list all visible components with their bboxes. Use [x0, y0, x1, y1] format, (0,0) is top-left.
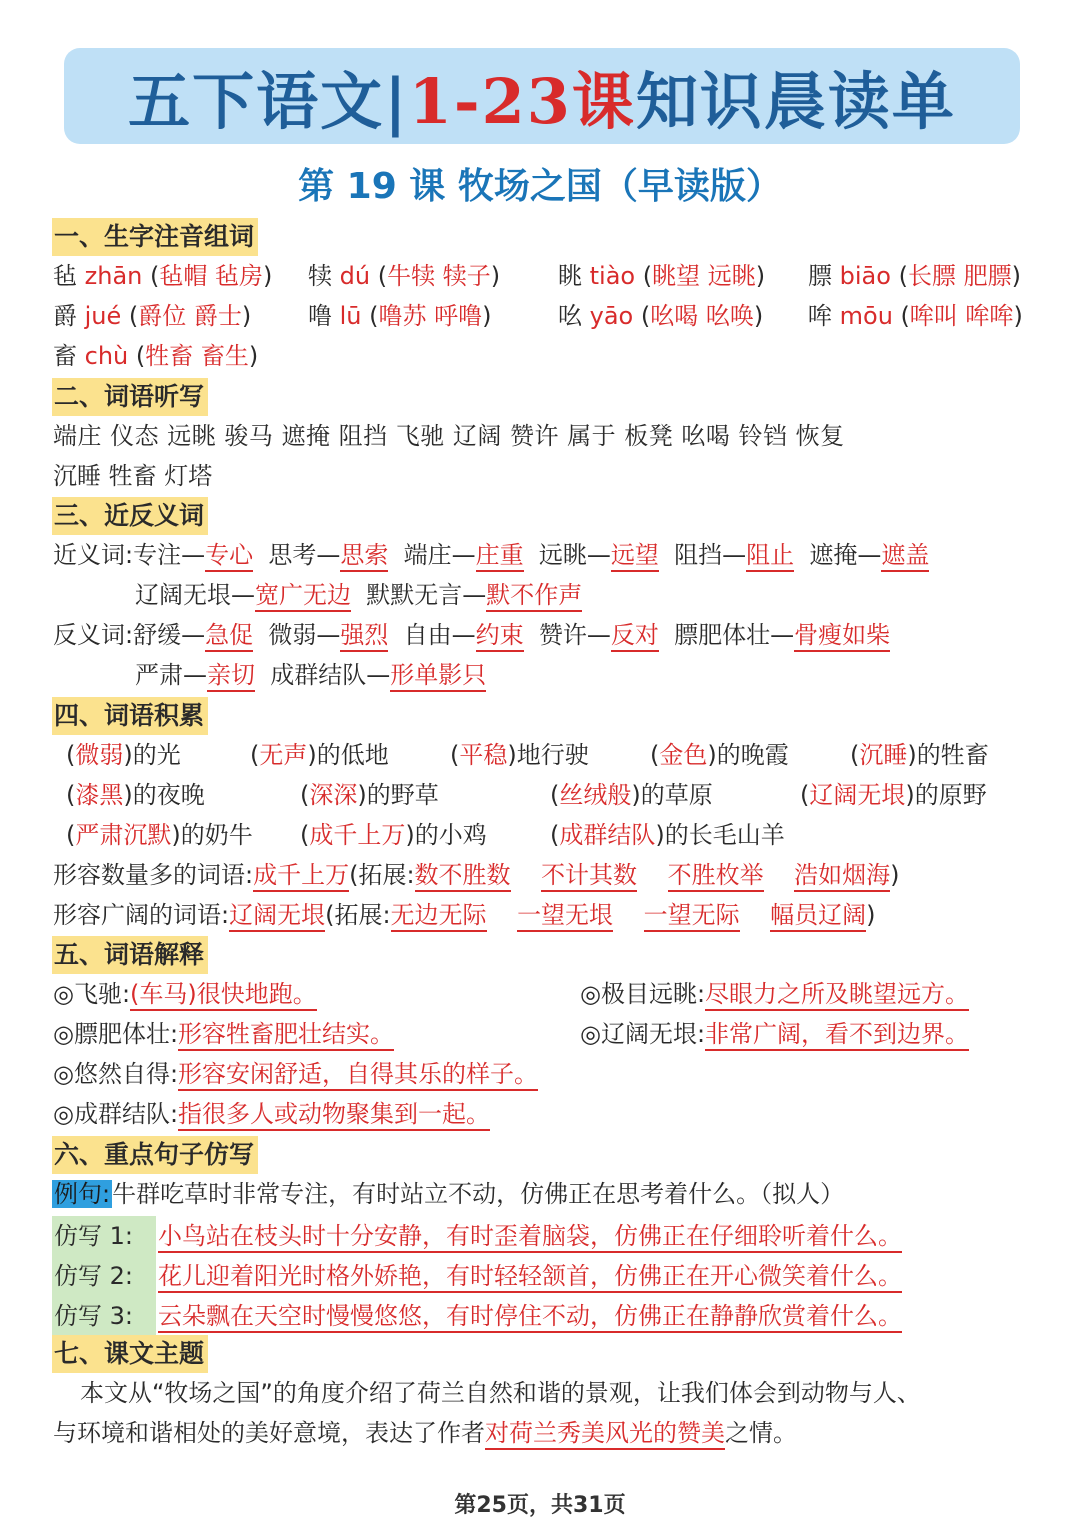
pair-answer: 约束 [476, 620, 524, 652]
space [435, 262, 443, 290]
char: 爵 [53, 302, 77, 330]
modifier: 金色 [659, 741, 708, 769]
accumulation-item [66, 737, 181, 773]
word: 吆喝 [650, 302, 699, 330]
pair-answer: 骨瘦如柴 [794, 620, 890, 652]
paren: ) [1013, 302, 1023, 330]
space [388, 621, 403, 649]
theme-text: 与环境和谐相处的美好意境，表达了作者 [53, 1419, 485, 1447]
paren: ) [631, 781, 641, 809]
pair-term: 阻挡— [674, 541, 747, 569]
pinyin: tiào [582, 262, 643, 290]
paren: ) [753, 302, 764, 330]
paren: ) [171, 821, 181, 849]
modifier: 成群结队 [559, 821, 656, 849]
imitation-label: 仿写 1: [52, 1216, 156, 1256]
imitation-label: 仿写 3: [52, 1296, 156, 1336]
modifier: 深深 [309, 781, 358, 809]
imitation-text: 小鸟站在枝头时十分安静，有时歪着脑袋，仿佛正在仔细聆听着什么。 [158, 1221, 902, 1253]
pair-term: 默默无言— [366, 581, 487, 609]
pair-term: 遮掩— [809, 541, 882, 569]
explanation-item [580, 1016, 969, 1052]
pair-term: 思考— [268, 541, 341, 569]
modifier: 辽阔无垠 [809, 781, 906, 809]
space [253, 541, 268, 569]
explanation-item [580, 976, 969, 1012]
paren: ) [123, 741, 133, 769]
noun: 的晚霞 [716, 741, 789, 769]
explanation-item [53, 1096, 490, 1132]
pair-answer: 专心 [205, 540, 253, 572]
noun: 的夜晚 [132, 781, 205, 809]
pinyin: dú [332, 262, 378, 290]
pair-answer: 阻止 [746, 540, 794, 572]
char: 哞 [808, 302, 832, 330]
accumulation-item [850, 737, 989, 773]
term: ◎飞驰: [53, 980, 131, 1008]
space [388, 541, 403, 569]
definition: 形容牲畜肥壮结实。 [178, 1019, 394, 1051]
accumulation-item [650, 737, 789, 773]
pair-term: 辽阔无垠— [135, 581, 255, 609]
char-entry [558, 258, 765, 294]
space [511, 861, 542, 889]
pair-term: 远眺— [538, 541, 611, 569]
noun: 的牲畜 [916, 741, 989, 769]
char: 毡 [53, 262, 77, 290]
char-entry [808, 298, 1023, 334]
example-sentence: 牛群吃草时非常专注，有时站立不动，仿佛正在思考着什么。（拟人） [112, 1180, 845, 1208]
term: ◎极目远眺: [580, 980, 706, 1008]
word: 长膘 [907, 262, 956, 290]
char: 眺 [558, 262, 582, 290]
pair-answer: 宽广无边 [255, 580, 351, 612]
noun: 的长毛山羊 [664, 821, 785, 849]
definition: 形容安闲舒适，自得其乐的样子。 [178, 1059, 538, 1091]
accumulation-item [450, 737, 589, 773]
many-row [53, 857, 899, 893]
space [613, 901, 644, 929]
space [958, 302, 966, 330]
paren: ) [241, 302, 252, 330]
ext-word: 数不胜数 [415, 860, 511, 892]
pair-label: 反义词: [53, 621, 134, 649]
imitation-row [52, 1296, 902, 1336]
noun: 的光 [132, 741, 181, 769]
pair-term: 微弱— [268, 621, 341, 649]
word: 畜生 [200, 342, 249, 370]
space [351, 581, 366, 609]
pair-term: 成群结队— [270, 661, 391, 689]
word: 吆唤 [705, 302, 754, 330]
word: 毡帽 [159, 262, 208, 290]
pair-answer: 远望 [611, 540, 659, 572]
accumulation-item [250, 737, 389, 773]
synonym-line-2 [135, 577, 582, 613]
modifier: 丝绒般 [559, 781, 632, 809]
char: 犊 [308, 262, 332, 290]
paren: ( [66, 781, 76, 809]
char: 畜 [53, 342, 77, 370]
imitation-label: 仿写 2: [52, 1256, 156, 1296]
space [637, 861, 668, 889]
imitation-row [52, 1256, 902, 1296]
explanation-item [53, 1016, 394, 1052]
section-header-6: 六、重点句子仿写 [52, 1136, 258, 1174]
modifier: 成千上万 [309, 821, 406, 849]
paren: ( [800, 781, 810, 809]
paren: ( [900, 302, 910, 330]
paren: ) [357, 781, 367, 809]
char: 吆 [558, 302, 582, 330]
ext-word: 一望无垠 [517, 900, 613, 932]
section-header-3: 三、近反义词 [52, 497, 208, 535]
word: 牛犊 [387, 262, 436, 290]
title-part-grade: 五下语文 [128, 64, 385, 138]
ext-main: 辽阔无垠 [229, 900, 325, 932]
noun: 的草原 [640, 781, 713, 809]
space [524, 541, 539, 569]
paren: ( [369, 302, 379, 330]
word: 爵位 [138, 302, 187, 330]
pinyin: yāo [582, 302, 641, 330]
theme-answer: 对荷兰秀美风光的赞美 [485, 1418, 725, 1450]
word: 眺望 [652, 262, 701, 290]
pair-answer: 默不作声 [486, 580, 582, 612]
paren: ) [405, 821, 415, 849]
modifier: 漆黑 [75, 781, 124, 809]
pair-term: 膘肥体壮— [674, 621, 795, 649]
pair-term: 专注— [133, 541, 206, 569]
space [207, 262, 215, 290]
space [794, 541, 809, 569]
definition: 尽眼力之所及眺望远方。 [705, 979, 969, 1011]
paren: ( [128, 302, 139, 330]
pair-answer: 亲切 [207, 660, 255, 692]
pair-answer: 庄重 [476, 540, 524, 572]
word: 远眺 [707, 262, 756, 290]
pinyin: mōu [832, 302, 901, 330]
ext-close: ) [866, 901, 876, 929]
ext-open: (拓展: [325, 901, 391, 929]
title-part-name: 知识晨读单 [635, 64, 956, 138]
paren: ) [263, 262, 273, 290]
paren: ( [650, 741, 660, 769]
space [659, 621, 674, 649]
section-header-5: 五、词语解释 [52, 936, 208, 974]
space [700, 262, 708, 290]
title-banner [64, 48, 1020, 144]
dictation-line-2: 沉睡 牲畜 灯塔 [53, 462, 213, 490]
ext-word: 一望无际 [644, 900, 740, 932]
space [487, 901, 518, 929]
ext-word: 浩如烟海 [794, 860, 890, 892]
ext-open: (拓展: [349, 861, 415, 889]
paren: ) [490, 262, 501, 290]
pinyin: lū [332, 302, 370, 330]
space [193, 342, 201, 370]
synonym-line-1 [53, 537, 929, 573]
definition: 指很多人或动物聚集到一起。 [178, 1099, 490, 1131]
accumulation-item [550, 777, 713, 813]
noun: 的低地 [316, 741, 389, 769]
section-header-2: 二、词语听写 [52, 378, 208, 416]
paren: ( [640, 302, 651, 330]
word: 哞哞 [965, 302, 1014, 330]
space [659, 541, 674, 569]
paren: ( [300, 781, 310, 809]
modifier: 微弱 [75, 741, 124, 769]
paren: ( [377, 262, 388, 290]
definition: 非常广阔，看不到边界。 [705, 1019, 969, 1051]
accumulation-item [300, 817, 487, 853]
space [698, 302, 706, 330]
space [956, 262, 964, 290]
theme-text-end: 之情。 [725, 1419, 797, 1447]
char-entry [308, 298, 492, 334]
term: ◎辽阔无垠: [580, 1020, 706, 1048]
space [253, 621, 268, 649]
char-entry [558, 298, 763, 334]
pair-term: 舒缓— [133, 621, 206, 649]
char-entry [53, 298, 251, 334]
space [764, 861, 795, 889]
paren: ( [450, 741, 460, 769]
ext-word: 不计其数 [541, 860, 637, 892]
pinyin: jué [77, 302, 129, 330]
ext-word: 不胜枚举 [668, 860, 764, 892]
noun: 的小鸡 [414, 821, 487, 849]
section-header-1: 一、生字注音组词 [52, 218, 258, 256]
char-entry [808, 258, 1021, 294]
word: 呼噜 [434, 302, 483, 330]
wide-row [53, 897, 875, 933]
imitation-row [52, 1216, 902, 1256]
word: 肥膘 [963, 262, 1012, 290]
accumulation-item [800, 777, 987, 813]
ext-label: 形容数量多的词语: [53, 861, 254, 889]
space [186, 302, 194, 330]
noun: 的野草 [366, 781, 439, 809]
term: ◎悠然自得: [53, 1060, 179, 1088]
paren: ( [300, 821, 310, 849]
pair-term: 自由— [403, 621, 476, 649]
accumulation-item [66, 777, 205, 813]
antonym-line-1 [53, 617, 890, 653]
ext-word: 无边无际 [391, 900, 487, 932]
paren: ( [898, 262, 908, 290]
paren: ) [507, 741, 517, 769]
paren: ) [905, 781, 915, 809]
accumulation-item [550, 817, 785, 853]
title-part-lessons: 1-23课 [408, 64, 636, 138]
modifier: 沉睡 [859, 741, 908, 769]
paren: ( [250, 741, 260, 769]
explanation-item [53, 976, 317, 1012]
section-header-7: 七、课文主题 [52, 1335, 208, 1373]
char-entry [53, 258, 272, 294]
word: 牲畜 [145, 342, 194, 370]
explanation-item [53, 1056, 538, 1092]
paren: ) [307, 741, 317, 769]
paren: ) [755, 262, 766, 290]
paren: ) [248, 342, 259, 370]
space [255, 661, 270, 689]
char: 噜 [308, 302, 332, 330]
paren: ( [66, 821, 76, 849]
space [427, 302, 435, 330]
modifier: 无声 [259, 741, 308, 769]
ext-label: 形容广阔的词语: [53, 901, 230, 929]
theme-line-2 [53, 1415, 797, 1451]
word: 毡房 [215, 262, 263, 290]
word: 哞叫 [909, 302, 958, 330]
page-number: 第25页，共31页 [454, 1493, 626, 1518]
ext-close: ) [890, 861, 900, 889]
space [740, 901, 771, 929]
lesson-subtitle: 第 19 课 牧场之国（早读版） [298, 166, 782, 207]
definition: (车马)很快地跑。 [130, 979, 317, 1011]
paren: ) [1011, 262, 1021, 290]
paren: ( [135, 342, 146, 370]
paren: ) [907, 741, 917, 769]
char: 膘 [808, 262, 832, 290]
paren: ( [642, 262, 653, 290]
pinyin: biāo [832, 262, 899, 290]
paren: ( [850, 741, 860, 769]
ext-word: 幅员辽阔 [770, 900, 866, 932]
term: ◎膘肥体壮: [53, 1020, 179, 1048]
antonym-line-2 [135, 657, 486, 693]
word: 爵士 [193, 302, 242, 330]
word: 噜苏 [378, 302, 427, 330]
term: ◎成群结队: [53, 1100, 179, 1128]
section-header-4: 四、词语积累 [52, 697, 208, 735]
paren: ( [149, 262, 160, 290]
pair-label: 近义词: [53, 541, 134, 569]
title-separator: | [384, 64, 409, 138]
paren: ) [707, 741, 717, 769]
space [524, 621, 539, 649]
noun: 地行驶 [516, 741, 589, 769]
imitation-text: 花儿迎着阳光时格外娇艳，有时轻轻颔首，仿佛正在开心微笑着什么。 [158, 1261, 902, 1293]
pair-answer: 思索 [340, 540, 388, 572]
pinyin: chù [77, 342, 136, 370]
paren: ) [655, 821, 665, 849]
paren: ( [550, 821, 560, 849]
noun: 的原野 [914, 781, 987, 809]
noun: 的奶牛 [180, 821, 253, 849]
pair-answer: 强烈 [340, 620, 388, 652]
pair-answer: 形单影只 [390, 660, 486, 692]
word: 犊子 [442, 262, 491, 290]
pair-term: 端庄— [403, 541, 476, 569]
accumulation-item [66, 817, 253, 853]
theme-line-1: 本文从“牧场之国”的角度介绍了荷兰自然和谐的景观，让我们体会到动物与人、 [80, 1379, 921, 1407]
example-sentence-row [52, 1176, 844, 1212]
imitation-text: 云朵飘在天空时慢慢悠悠，有时停住不动，仿佛正在静静欣赏着什么。 [158, 1301, 902, 1333]
accumulation-item [300, 777, 439, 813]
pair-term: 赞许— [538, 621, 611, 649]
ext-main: 成千上万 [253, 860, 349, 892]
example-label: 例句: [54, 1180, 111, 1208]
pair-term: 严肃— [135, 661, 207, 689]
paren: ) [482, 302, 492, 330]
pair-answer: 反对 [611, 620, 659, 652]
pair-answer: 急促 [205, 620, 253, 652]
paren: ) [123, 781, 133, 809]
char-entry [53, 338, 258, 374]
pinyin: zhān [77, 262, 150, 290]
paren: ( [550, 781, 560, 809]
dictation-line-1: 端庄 仪态 远眺 骏马 遮掩 阻挡 飞驰 辽阔 赞许 属于 板凳 吆喝 铃铛 恢复 [53, 422, 845, 450]
modifier: 平稳 [459, 741, 508, 769]
page-title [128, 52, 956, 141]
char-entry [308, 258, 500, 294]
modifier: 严肃沉默 [75, 821, 172, 849]
paren: ( [66, 741, 76, 769]
pair-answer: 遮盖 [881, 540, 929, 572]
